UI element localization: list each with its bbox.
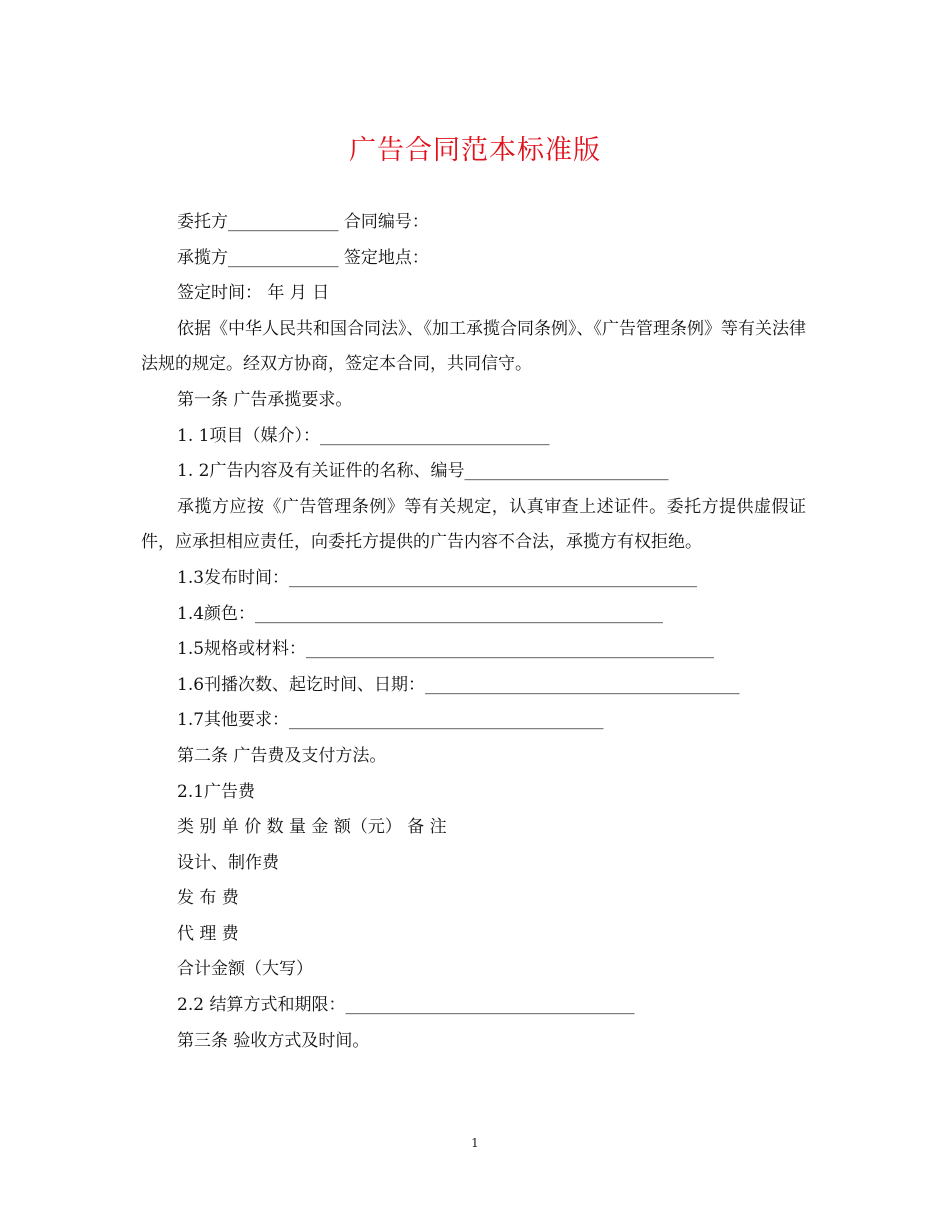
paragraph-client: 委托方_____________ 合同编号： <box>177 212 429 232</box>
fee-row-total: 合计金额（大写） <box>177 959 313 980</box>
fee-row-agency: 代 理 费 <box>177 923 239 944</box>
clause-1-2: 1. 2广告内容及有关证件的名称、编号________________________ <box>177 461 669 482</box>
clause-1-4: 1.4颜色：________________________________________________ <box>177 603 664 624</box>
clause-1-3: 1.3发布时间：________________________________________________ <box>177 567 698 588</box>
document-body <box>141 205 806 1059</box>
paragraph-contractor: 承揽方_____________ 签定地点： <box>177 247 429 268</box>
page-number: 1 <box>471 1136 479 1150</box>
clause-1-5: 1.5规格或材料：________________________________________________ <box>177 639 715 660</box>
clause-1-1: 1. 1项目（媒介）：___________________________ <box>177 425 550 446</box>
paragraph-sign-date: 签定时间： 年 月 日 <box>177 283 330 304</box>
fee-table-header: 类 别 单 价 数 量 金 额（元） 备 注 <box>177 817 447 838</box>
heading-article-2: 第二条 广告费及支付方法。 <box>177 745 387 766</box>
paragraph-legal-basis: 依据《中华人民共和国合同法》、《加工承揽合同条例》、《广告管理条例》等有关法律法规的规定。经双方协商，签定本合同，共同信守。 <box>141 318 806 375</box>
clause-1-7: 1.7其他要求：_____________________________________ <box>177 710 604 731</box>
clause-1-6: 1.6刊播次数、起讫时间、日期：_____________________________________ <box>177 674 740 695</box>
clause-2-1: 2.1广告费 <box>177 781 256 802</box>
document-title: 广告合同范本标准版 <box>349 135 601 166</box>
fee-row-design: 设计、制作费 <box>177 852 279 873</box>
heading-article-3: 第三条 验收方式及时间。 <box>177 1030 370 1051</box>
fee-row-publish: 发 布 费 <box>177 888 239 909</box>
heading-article-1: 第一条 广告承揽要求。 <box>177 389 353 410</box>
paragraph-verification: 承揽方应按《广告管理条例》等有关规定，认真审查上述证件。委托方提供虚假证件，应承担相应责任，向委托方提供的广告内容不合法，承揽方有权拒绝。 <box>141 496 806 553</box>
clause-2-2: 2.2 结算方式和期限：__________________________________ <box>177 995 635 1016</box>
